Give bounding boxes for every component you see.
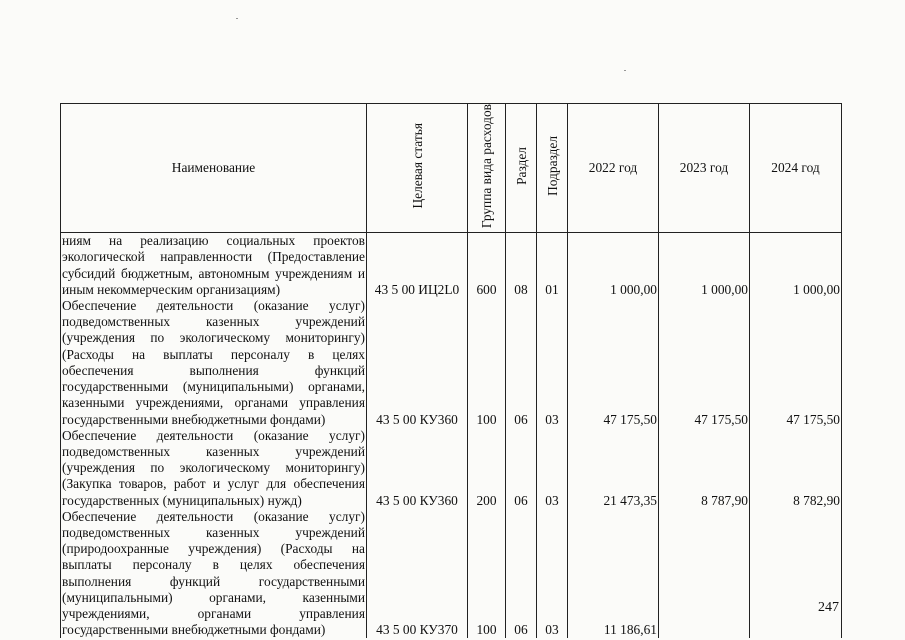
row-expense-group: 100 <box>468 509 506 639</box>
row-target-article: 43 5 00 КУ360 <box>367 428 468 509</box>
row-amount-2023: 8 787,90 <box>659 428 750 509</box>
header-year-2022: 2022 год <box>568 104 659 233</box>
budget-table <box>60 103 842 638</box>
row-amount-2022: 11 186,61 <box>568 509 659 639</box>
row-subsection: 03 <box>537 428 568 509</box>
row-amount-2022: 47 175,50 <box>568 298 659 428</box>
header-expense-group: Группа вида расходов <box>468 104 506 233</box>
table-row <box>61 509 842 639</box>
row-name: ниям на реализацию социальных проектов экологической направленности (Предоставление субсидий бюджетным, автономным учреждениям и иным некоммерческим организациям) <box>62 233 365 297</box>
row-name: Обеспечение деятельности (оказание услуг) подведомственных казенных учреждений (учреждения по экологическому мониторингу) (Закупка товаров, работ и услуг для обеспечения государственных (муниципальных) нужд) <box>62 427 365 508</box>
row-target-article: 43 5 00 ИЦ2L0 <box>367 233 468 298</box>
table-body <box>61 233 842 639</box>
header-subsection: Подраздел <box>537 104 568 233</box>
header-target-article: Целевая статья <box>367 104 468 233</box>
row-target-article: 43 5 00 КУ370 <box>367 509 468 639</box>
row-section: 06 <box>506 428 537 509</box>
row-amount-2022: 1 000,00 <box>568 233 659 298</box>
row-amount-2024: 47 175,50 <box>750 298 842 428</box>
row-expense-group: 600 <box>468 233 506 298</box>
row-section: 06 <box>506 509 537 639</box>
row-section: 08 <box>506 233 537 298</box>
page-number: 247 <box>818 600 839 615</box>
row-expense-group: 200 <box>468 428 506 509</box>
row-amount-2024: 8 782,90 <box>750 428 842 509</box>
table-row <box>61 428 842 509</box>
row-name: Обеспечение деятельности (оказание услуг) подведомственных казенных учреждений (природоохранные учреждения) (Расходы на выплаты персоналу в целях обеспечения выполнения функций государственными (муниципальными) органами, казенными учреждениями, органами управления государственными внебюджетными фондами) <box>62 508 365 638</box>
row-section: 06 <box>506 298 537 428</box>
header-year-2024: 2024 год <box>750 104 842 233</box>
row-amount-2024 <box>750 509 842 639</box>
table-row <box>61 233 842 298</box>
scan-speck <box>624 70 626 71</box>
scan-speck <box>236 18 238 19</box>
header-section: Раздел <box>506 104 537 233</box>
row-subsection: 03 <box>537 509 568 639</box>
header-name: Наименование <box>61 104 367 233</box>
row-subsection: 01 <box>537 233 568 298</box>
row-subsection: 03 <box>537 298 568 428</box>
row-name: Обеспечение деятельности (оказание услуг) подведомственных казенных учреждений (учреждения по экологическому мониторингу) (Расходы на выплаты персоналу в целях обеспечения выполнения функций государственными (муниципальными) органами, казенными учреждениями, органами управления государственными внебюджетными фондами) <box>62 298 365 427</box>
row-amount-2023 <box>659 509 750 639</box>
row-amount-2023: 47 175,50 <box>659 298 750 428</box>
header-year-2023: 2023 год <box>659 104 750 233</box>
row-target-article: 43 5 00 КУ360 <box>367 298 468 428</box>
row-amount-2024: 1 000,00 <box>750 233 842 298</box>
row-amount-2022: 21 473,35 <box>568 428 659 509</box>
row-expense-group: 100 <box>468 298 506 428</box>
table-header <box>61 104 842 233</box>
table-row <box>61 298 842 428</box>
row-amount-2023: 1 000,00 <box>659 233 750 298</box>
